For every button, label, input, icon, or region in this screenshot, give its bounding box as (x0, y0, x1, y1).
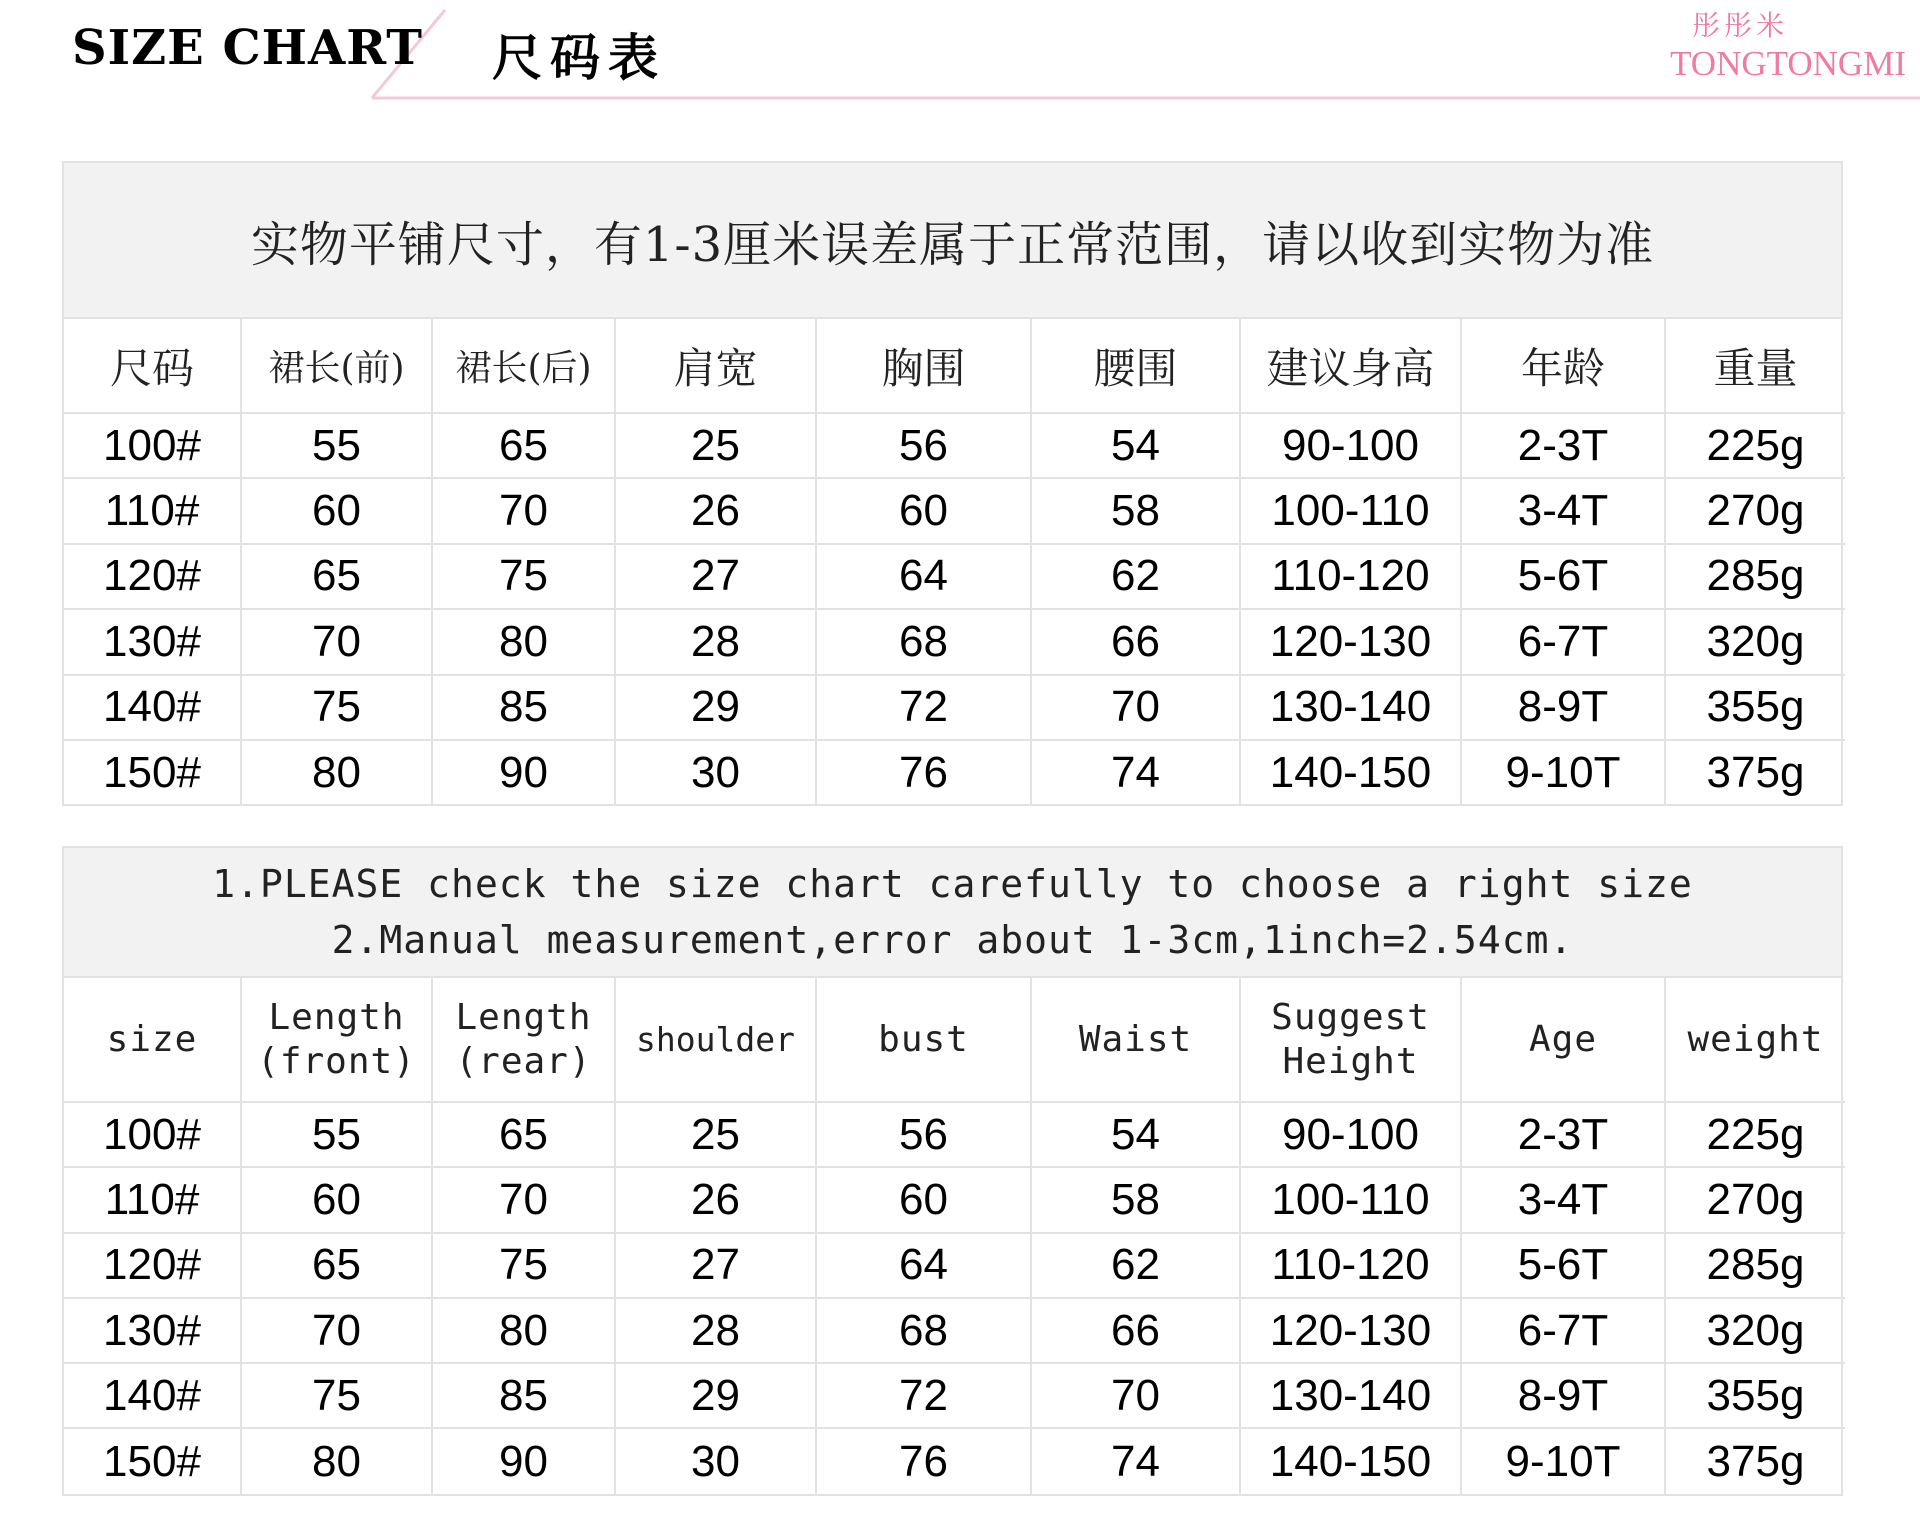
table-cell: 85 (432, 1363, 615, 1428)
table-cell: 375g (1665, 1428, 1845, 1493)
table-cell: 90-100 (1240, 413, 1461, 478)
table-cell: 25 (615, 413, 816, 478)
column-header (1240, 978, 1461, 1102)
table-cell: 70 (432, 478, 615, 543)
table-cell: 8-9T (1461, 675, 1665, 740)
table-cell: 64 (816, 1233, 1031, 1298)
note-line-2: 2.Manual measurement,error about 1-3cm,1inch=2.54cm. (331, 918, 1574, 962)
page-title: SIZE CHART (72, 20, 424, 76)
table-cell: 60 (816, 478, 1031, 543)
table-row (64, 478, 1845, 543)
column-header: 尺码 (64, 319, 241, 413)
column-header (1031, 978, 1240, 1102)
table-cell: 62 (1031, 1233, 1240, 1298)
table-cell: 6-7T (1461, 609, 1665, 674)
table-cell: 120# (64, 1233, 241, 1298)
column-header (615, 978, 816, 1102)
column-header-line-1: Length (268, 996, 405, 1038)
table-cell: 75 (241, 675, 432, 740)
table-row (64, 544, 1845, 609)
page-title-chinese: 尺码表 (492, 28, 666, 87)
table-cell: 130# (64, 1298, 241, 1363)
column-header-line-1: Age (1528, 1018, 1598, 1060)
table-cell: 100-110 (1240, 1167, 1461, 1232)
table-cell: 225g (1665, 413, 1845, 478)
column-header-line-1: size (106, 1018, 198, 1060)
table-row (64, 609, 1845, 674)
table-cell: 130-140 (1240, 675, 1461, 740)
table-cell: 320g (1665, 1298, 1845, 1363)
table-cell: 140-150 (1240, 740, 1461, 805)
table-cell: 80 (241, 740, 432, 805)
table-cell: 54 (1031, 1102, 1240, 1167)
table-cell: 90 (432, 1428, 615, 1493)
table-row (64, 1167, 1845, 1232)
table-cell: 76 (816, 740, 1031, 805)
column-header-line-1: weight (1687, 1018, 1824, 1060)
table-cell: 68 (816, 609, 1031, 674)
column-header: 肩宽 (615, 319, 816, 413)
column-header-line-1: shoulder (636, 1019, 795, 1059)
size-table-grid (64, 978, 1845, 1494)
table-cell: 65 (432, 1102, 615, 1167)
table-cell: 66 (1031, 1298, 1240, 1363)
table-cell: 140# (64, 675, 241, 740)
note-line-1: 1.PLEASE check the size chart carefully to choose a right size (212, 862, 1693, 906)
table-cell: 65 (241, 544, 432, 609)
table-cell: 25 (615, 1102, 816, 1167)
table-cell: 6-7T (1461, 1298, 1665, 1363)
column-header: 年龄 (1461, 319, 1665, 413)
table-cell: 30 (615, 740, 816, 805)
table-cell: 85 (432, 675, 615, 740)
column-header (1461, 978, 1665, 1102)
table-cell: 29 (615, 675, 816, 740)
table-cell: 285g (1665, 544, 1845, 609)
column-header (241, 978, 432, 1102)
column-header (432, 978, 615, 1102)
column-header (1665, 978, 1845, 1102)
table-cell: 150# (64, 1428, 241, 1493)
table-cell: 76 (816, 1428, 1031, 1493)
table-cell: 75 (241, 1363, 432, 1428)
table-header-row (64, 978, 1845, 1102)
table-cell: 65 (432, 413, 615, 478)
table-cell: 65 (241, 1233, 432, 1298)
table-cell: 60 (241, 1167, 432, 1232)
table-cell: 64 (816, 544, 1031, 609)
table-cell: 110-120 (1240, 544, 1461, 609)
table-cell: 100# (64, 413, 241, 478)
table-cell: 140# (64, 1363, 241, 1428)
table-cell: 28 (615, 609, 816, 674)
table-cell: 72 (816, 1363, 1031, 1428)
table-cell: 100# (64, 1102, 241, 1167)
table-row (64, 1102, 1845, 1167)
page-header (0, 0, 1920, 110)
table-cell: 70 (241, 1298, 432, 1363)
table-cell: 140-150 (1240, 1428, 1461, 1493)
table-cell: 30 (615, 1428, 816, 1493)
table-row (64, 740, 1845, 805)
table-row (64, 1233, 1845, 1298)
table-cell: 3-4T (1461, 478, 1665, 543)
brand-logo-chinese: 彤彤米 (1691, 9, 1788, 42)
table-cell: 66 (1031, 609, 1240, 674)
table-cell: 2-3T (1461, 1102, 1665, 1167)
table-cell: 120-130 (1240, 609, 1461, 674)
table-cell: 29 (615, 1363, 816, 1428)
table-cell: 120# (64, 544, 241, 609)
column-header: 重量 (1665, 319, 1845, 413)
table-row (64, 1363, 1845, 1428)
table-cell: 70 (432, 1167, 615, 1232)
table-cell: 75 (432, 1233, 615, 1298)
column-header: 裙长(前) (241, 319, 432, 413)
table-cell: 5-6T (1461, 544, 1665, 609)
table-cell: 26 (615, 478, 816, 543)
table-cell: 27 (615, 1233, 816, 1298)
table-cell: 26 (615, 1167, 816, 1232)
table-header-row (64, 319, 1845, 413)
table-cell: 75 (432, 544, 615, 609)
table-cell: 355g (1665, 675, 1845, 740)
table-cell: 80 (432, 1298, 615, 1363)
table-note (64, 163, 1841, 319)
table-cell: 62 (1031, 544, 1240, 609)
table-cell: 54 (1031, 413, 1240, 478)
column-header-line-2: (front) (257, 1040, 416, 1082)
table-row (64, 1298, 1845, 1363)
table-cell: 68 (816, 1298, 1031, 1363)
table-cell: 110# (64, 478, 241, 543)
table-cell: 130# (64, 609, 241, 674)
table-row (64, 1428, 1845, 1493)
table-cell: 74 (1031, 740, 1240, 805)
table-cell: 27 (615, 544, 816, 609)
table-cell: 9-10T (1461, 740, 1665, 805)
column-header-line-1: Length (455, 996, 592, 1038)
table-cell: 320g (1665, 609, 1845, 674)
table-cell: 74 (1031, 1428, 1240, 1493)
table-cell: 355g (1665, 1363, 1845, 1428)
size-table-chinese (62, 161, 1843, 806)
table-cell: 58 (1031, 1167, 1240, 1232)
note-text: 实物平铺尺寸，有1-3厘米误差属于正常范围，请以收到实物为准 (250, 216, 1655, 273)
size-table-english (62, 846, 1843, 1496)
table-cell: 70 (1031, 675, 1240, 740)
table-cell: 80 (432, 609, 615, 674)
table-cell: 8-9T (1461, 1363, 1665, 1428)
column-header (816, 978, 1031, 1102)
table-cell: 120-130 (1240, 1298, 1461, 1363)
table-cell: 90 (432, 740, 615, 805)
table-cell: 90-100 (1240, 1102, 1461, 1167)
table-cell: 60 (816, 1167, 1031, 1232)
column-header (64, 978, 241, 1102)
table-cell: 375g (1665, 740, 1845, 805)
table-row (64, 675, 1845, 740)
table-cell: 5-6T (1461, 1233, 1665, 1298)
table-cell: 110# (64, 1167, 241, 1232)
column-header-line-2: Height (1282, 1040, 1419, 1082)
table-cell: 2-3T (1461, 413, 1665, 478)
column-header-line-1: bust (878, 1018, 969, 1060)
table-cell: 72 (816, 675, 1031, 740)
column-header-line-1: Suggest (1271, 996, 1430, 1038)
table-cell: 56 (816, 1102, 1031, 1167)
table-cell: 285g (1665, 1233, 1845, 1298)
table-cell: 56 (816, 413, 1031, 478)
table-cell: 225g (1665, 1102, 1845, 1167)
brand-logo: TONGTONGMI (1670, 44, 1906, 83)
table-cell: 110-120 (1240, 1233, 1461, 1298)
table-cell: 150# (64, 740, 241, 805)
table-cell: 70 (1031, 1363, 1240, 1428)
column-header: 建议身高 (1240, 319, 1461, 413)
table-cell: 100-110 (1240, 478, 1461, 543)
column-header-line-1: Waist (1078, 1018, 1193, 1060)
table-cell: 3-4T (1461, 1167, 1665, 1232)
table-cell: 130-140 (1240, 1363, 1461, 1428)
table-cell: 58 (1031, 478, 1240, 543)
column-header-line-2: (rear) (455, 1040, 592, 1082)
table-cell: 60 (241, 478, 432, 543)
table-cell: 70 (241, 609, 432, 674)
column-header: 胸围 (816, 319, 1031, 413)
table-cell: 270g (1665, 1167, 1845, 1232)
table-cell: 80 (241, 1428, 432, 1493)
table-cell: 9-10T (1461, 1428, 1665, 1493)
size-table-grid (64, 319, 1845, 805)
table-note (64, 848, 1841, 978)
table-row (64, 413, 1845, 478)
column-header: 裙长(后) (432, 319, 615, 413)
table-cell: 270g (1665, 478, 1845, 543)
table-cell: 55 (241, 1102, 432, 1167)
column-header: 腰围 (1031, 319, 1240, 413)
table-cell: 28 (615, 1298, 816, 1363)
table-cell: 55 (241, 413, 432, 478)
